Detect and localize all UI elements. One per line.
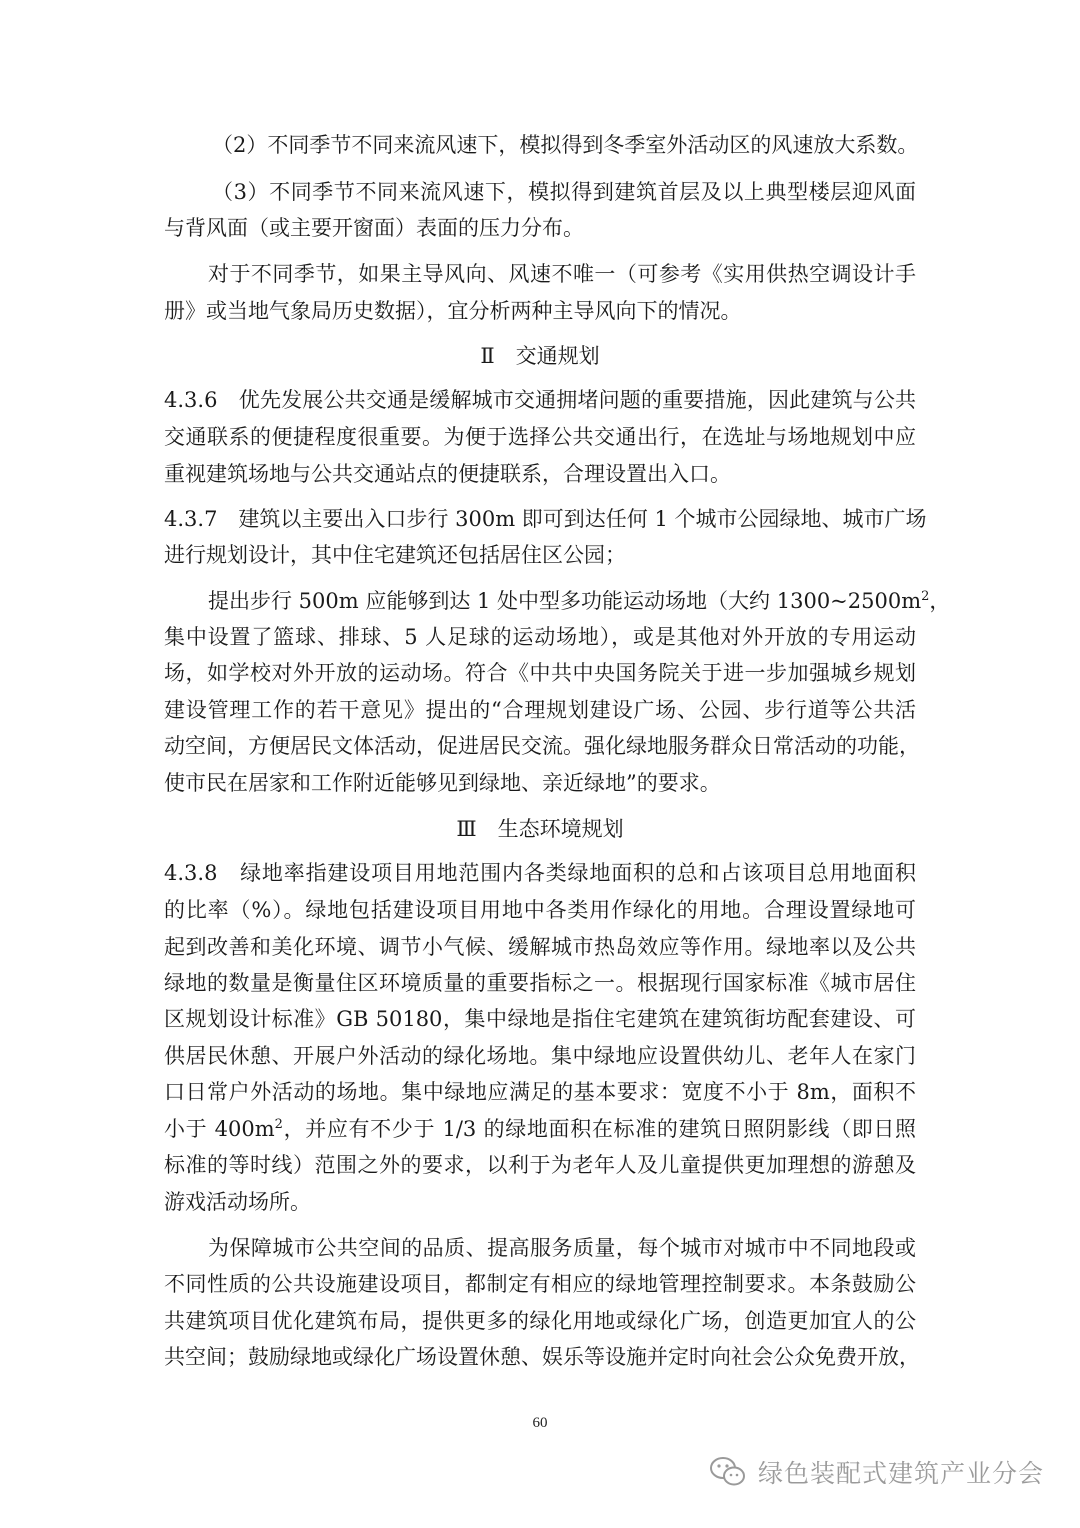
text-line: 4.3.6 优先发展公共交通是缓解城市交通拥堵问题的重要措施，因此建筑与公共 <box>164 388 916 412</box>
text-line: 起到改善和美化环境、调节小气候、缓解城市热岛效应等作用。绿地率以及公共 <box>164 935 916 959</box>
section-heading: Ⅲ 生态环境规划 <box>456 817 624 841</box>
text-line: 游戏活动场所。 <box>164 1190 311 1214</box>
text-line: 区规划设计标准》GB 50180，集中绿地是指住宅建筑在建筑街坊配套建设、可 <box>164 1007 916 1031</box>
text-line: 小于 $400m^2$，并应有不少于 1/3 的绿地面积在标准的建筑日照阴影线（即日照 <box>164 1117 916 1141</box>
text-line: 4.3.7 建筑以主要出入口步行 300m 即可到达任何 1 个城市公园绿地、城市广场 <box>164 507 927 531</box>
text-line: 4.3.8 绿地率指建设项目用地范围内各类绿地面积的总和占该项目总用地面积 <box>164 861 916 885</box>
page-number: 60 <box>532 1415 548 1431</box>
text-line: 与背风面（或主要开窗面）表面的压力分布。 <box>164 216 584 240</box>
watermark <box>708 1452 1044 1492</box>
text-line: （2）不同季节不同来流风速下，模拟得到冬季室外活动区的风速放大系数。 <box>212 133 919 157</box>
wechat-icon <box>708 1455 748 1489</box>
text-line: 标准的等时线）范围之外的要求，以利于为老年人及儿童提供更加理想的游憩及 <box>164 1153 916 1177</box>
text-line: 提出步行 500m 应能够到达 1 处中型多功能运动场地（大约 $1300\sim 2500m^2$， <box>208 589 951 613</box>
watermark-text: 绿色装配式建筑产业分会 <box>757 1459 1044 1488</box>
text-line: 册》或当地气象局历史数据），宜分析两种主导风向下的情况。 <box>164 299 742 323</box>
text-line: 重视建筑场地与公共交通站点的便捷联系，合理设置出入口。 <box>164 462 731 486</box>
text-line: 绿地的数量是衡量住区环境质量的重要指标之一。根据现行国家标准《城市居住 <box>164 971 916 995</box>
text-line: 使市民在居家和工作附近能够见到绿地、亲近绿地”的要求。 <box>164 771 721 795</box>
text-line: 动空间，方便居民文体活动，促进居民交流。强化绿地服务群众日常活动的功能， <box>164 734 920 758</box>
text-line: （3）不同季节不同来流风速下，模拟得到建筑首层及以上典型楼层迎风面 <box>212 180 916 204</box>
text-line: 进行规划设计，其中住宅建筑还包括居住区公园； <box>164 543 626 567</box>
text-line: 对于不同季节，如果主导风向、风速不唯一（可参考《实用供热空调设计手 <box>208 262 916 286</box>
text-line: 场，如学校对外开放的运动场。符合《中共中央国务院关于进一步加强城乡规划 <box>164 661 916 685</box>
text-line: 交通联系的便捷程度很重要。为便于选择公共交通出行，在选址与场地规划中应 <box>164 425 916 449</box>
text-line: 共建筑项目优化建筑布局，提供更多的绿化用地或绿化广场，创造更加宜人的公 <box>164 1309 916 1333</box>
text-line: 建设管理工作的若干意见》提出的“合理规划建设广场、公园、步行道等公共活 <box>164 698 916 722</box>
text-line: 不同性质的公共设施建设项目，都制定有相应的绿地管理控制要求。本条鼓励公 <box>164 1272 916 1296</box>
text-line: 为保障城市公共空间的品质、提高服务质量，每个城市对城市中不同地段或 <box>208 1236 916 1260</box>
text-line: 共空间；鼓励绿地或绿化广场设置休憩、娱乐等设施并定时向社会公众免费开放， <box>164 1345 920 1369</box>
text-line: 供居民休憩、开展户外活动的绿化场地。集中绿地应设置供幼儿、老年人在家门 <box>164 1044 916 1068</box>
text-line: 集中设置了篮球、排球、5 人足球的运动场地），或是其他对外开放的专用运动 <box>164 625 916 649</box>
section-heading: Ⅱ 交通规划 <box>480 344 600 368</box>
text-line: 的比率（%）。绿地包括建设项目用地中各类用作绿化的用地。合理设置绿地可 <box>164 898 916 922</box>
text-line: 口日常户外活动的场地。集中绿地应满足的基本要求：宽度不小于 8m，面积不 <box>164 1080 916 1104</box>
